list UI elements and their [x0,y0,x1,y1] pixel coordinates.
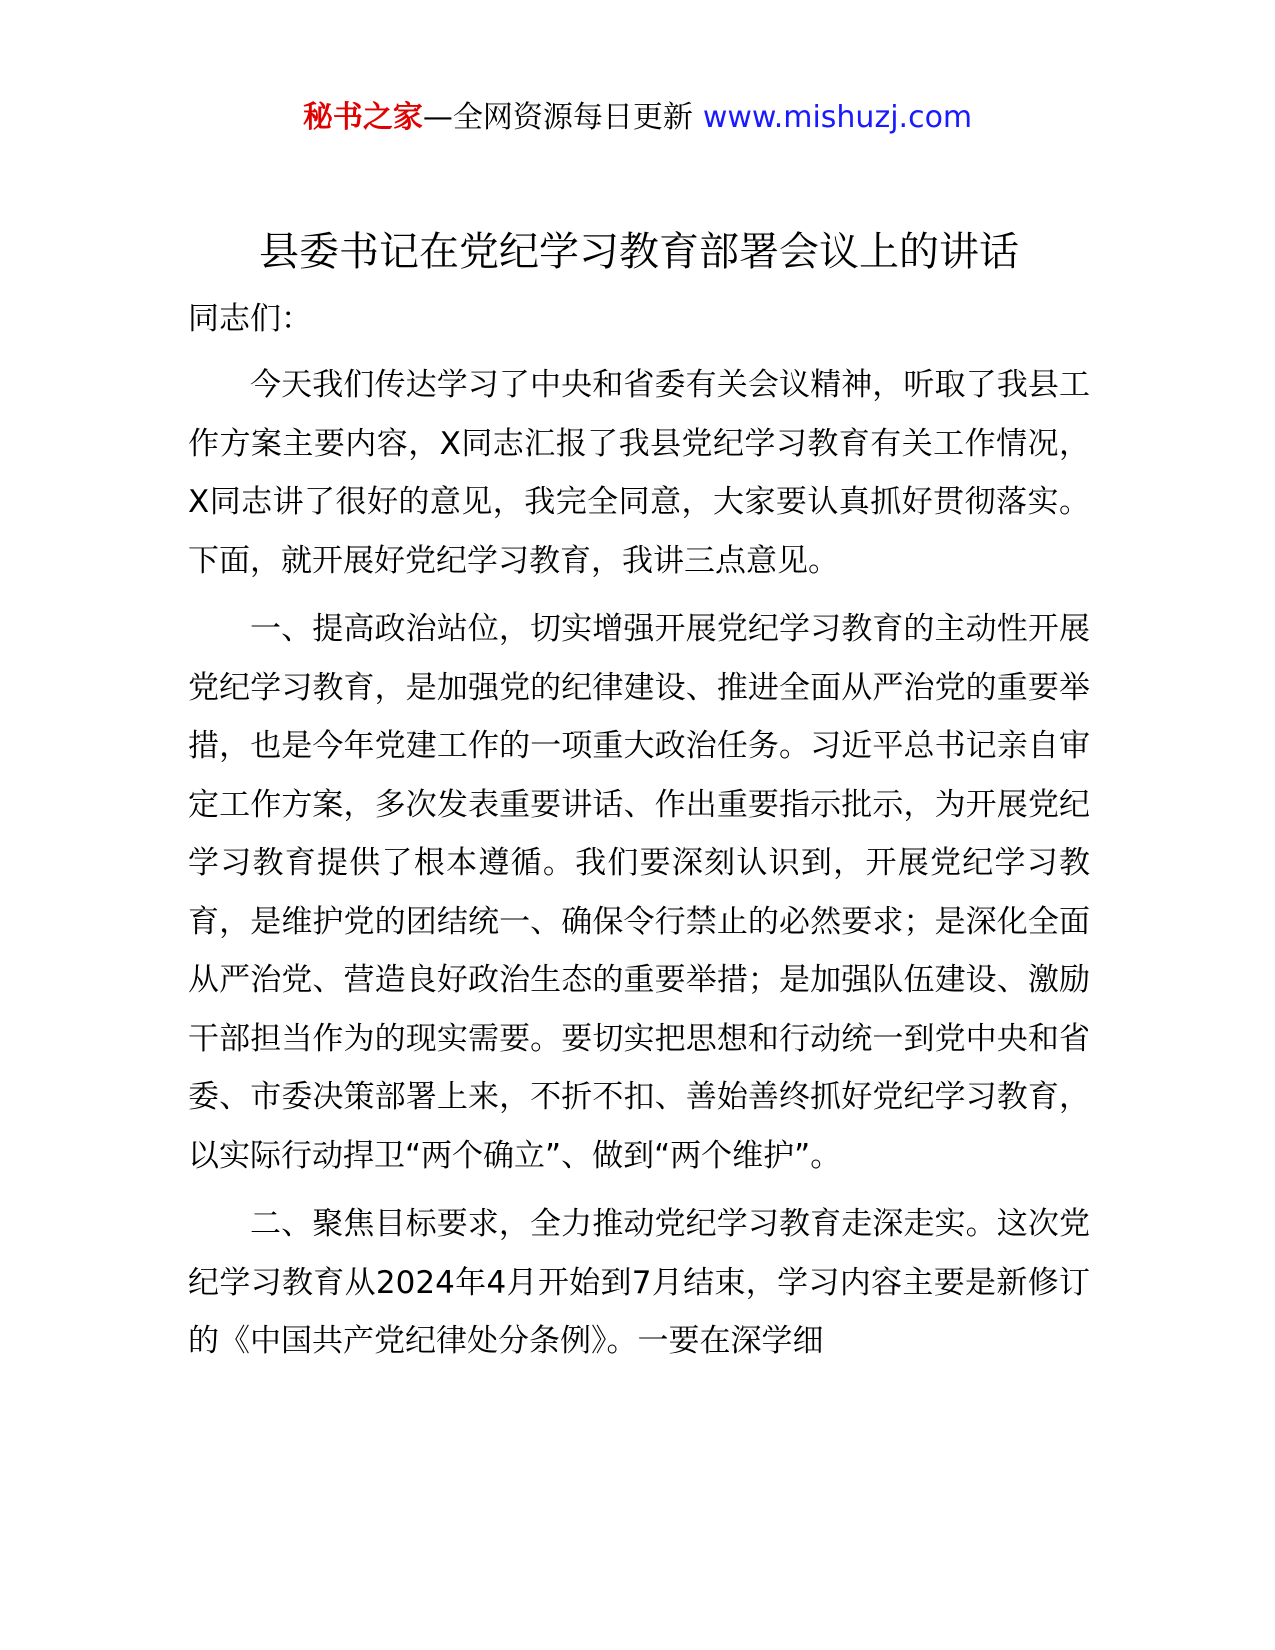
site-brand: 秘书之家 [302,100,423,135]
site-header [0,98,1275,138]
document-title: 县委书记在党纪学习教育部署会议上的讲话 [259,229,1019,275]
paragraph-section-two: 二、聚焦目标要求，全力推动党纪学习教育走深走实。这次党纪学习教育从2024年4月开始到7月结束，学习内容主要是新修订的《中国共产党纪律处分条例》。一要在深学细 [188,1206,1090,1359]
site-tagline: —全网资源每日更新 [422,100,693,135]
site-url-link[interactable]: www.mishuzj.com [702,100,973,135]
document-body [188,222,1090,1381]
salutation: 同志们： [188,301,312,337]
paragraph-intro: 今天我们传达学习了中央和省委有关会议精神，听取了我县工作方案主要内容，X同志汇报了我县党纪学习教育有关工作情况，X同志讲了很好的意见，我完全同意，大家要认真抓好贯彻落实。下面，就开展好党纪学习教育，我讲三点意见。 [188,367,1090,579]
paragraph-section-one: 一、提高政治站位，切实增强开展党纪学习教育的主动性开展党纪学习教育，是加强党的纪律建设、推进全面从严治党的重要举措，也是今年党建工作的一项重大政治任务。习近平总书记亲自审定工作方案，多次发表重要讲话、作出重要指示批示，为开展党纪学习教育提供了根本遵循。我们要深刻认识到，开展党纪学习教育，是维护党的团结统一、确保令行禁止的必然要求；是深化全面从严治党、营造良好政治生态的重要举措；是加强队伍建设、激励干部担当作为的现实需要。要切实把思想和行动统一到党中央和省委、市委决策部署上来，不折不扣、善始善终抓好党纪学习教育，以实际行动捍卫“两个确立”、做到“两个维护”。 [188,611,1090,1174]
